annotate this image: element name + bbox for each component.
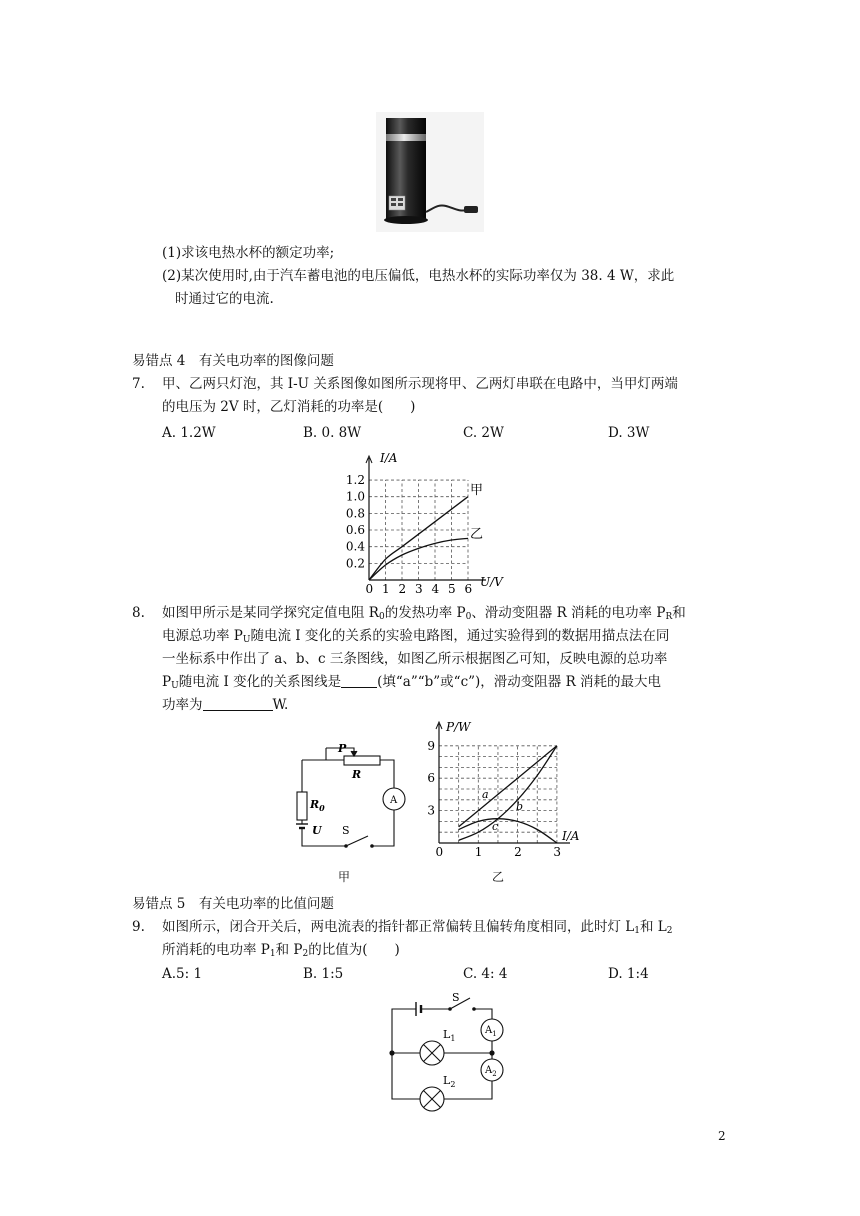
q9-option-b: B. 1:5	[303, 966, 344, 982]
ammeter-a1-label: $A_1$	[485, 1025, 497, 1038]
q6-sub1: (1)求该电热水杯的额定功率;	[162, 245, 335, 261]
q8-pi-chart	[420, 718, 590, 864]
voltage-label: U	[312, 824, 322, 837]
y-tick-label: 0.8	[345, 506, 365, 521]
series-line-c	[459, 819, 557, 843]
x-axis-label: I/A	[562, 829, 580, 843]
x-tick-label: 6	[464, 582, 473, 596]
y-tick-label: 0.2	[345, 556, 365, 571]
series-label-yi: 乙	[470, 527, 484, 542]
fig-yi-caption: 乙	[492, 870, 505, 884]
answer-blank-2[interactable]	[203, 696, 273, 711]
series-label-b: b	[516, 800, 524, 813]
x-axis-label: U/V	[480, 575, 503, 589]
q7-option-b: B. 0. 8W	[303, 425, 362, 441]
q8-line3: 一坐标系中作出了 a、b、c 三条图线，如图乙所示根据图乙可知，反映电源的总功率	[162, 651, 668, 667]
lamp-l1-label: $L_1$	[443, 1028, 456, 1043]
q6-sub2-line2: 时通过它的电流.	[175, 291, 274, 307]
q7-option-a: A. 1.2W	[162, 425, 216, 441]
fig-jia-caption: 甲	[338, 870, 351, 884]
rheostat	[344, 756, 380, 765]
x-tick-label: 1	[474, 845, 483, 859]
q9-option-a: A.5: 1	[162, 966, 203, 982]
q6-sub2-line1: (2)某次使用时,由于汽车蓄电池的电压偏低，电热水杯的实际功率仅为 38. 4 W，求此	[162, 268, 675, 284]
q9-circuit	[380, 993, 510, 1105]
series-line-b	[459, 746, 557, 841]
switch-label: S	[452, 991, 460, 1004]
x-tick-label: 0	[365, 582, 374, 596]
q8-line2: 电源总功率 $P_U$随电流 I 变化的关系的实验电路图，通过实验得到的数据用描点法在同	[162, 628, 670, 645]
ammeter-label: A	[390, 795, 398, 806]
q8-number: 8.	[132, 605, 145, 621]
series-label-jia: 甲	[470, 483, 484, 498]
x-tick-label: 4	[431, 582, 440, 596]
x-tick-label: 0	[435, 845, 444, 859]
q8-line4: $P_U$随电流 I 变化的关系图线是 (填“a”“b”或“c”)，滑动变阻器 R 消耗的最大电	[162, 674, 662, 691]
chart-grid	[369, 480, 468, 580]
q7-option-c: C. 2W	[463, 425, 504, 441]
rheostat-label: R	[352, 768, 362, 781]
x-tick-label: 5	[448, 582, 456, 596]
junction-left	[389, 1050, 394, 1055]
y-tick-label: 3	[427, 803, 435, 818]
y-axis-label: I/A	[380, 451, 398, 465]
q8-line5: 功率为 W.	[162, 697, 289, 713]
q8-line1: 如图甲所示是某同学探究定值电阻 $R_0$的发热功率 $P_0$、滑动变阻器 R 消耗的电功率 $P_R$和	[162, 605, 686, 622]
y-tick-label: 9	[427, 738, 435, 753]
q7-option-d: D. 3W	[608, 425, 650, 441]
x-tick-label: 2	[514, 845, 522, 859]
water-cup-photo	[376, 112, 484, 232]
ammeter-a2-label: $A_2$	[485, 1065, 497, 1078]
wire-right-top	[380, 760, 394, 788]
q7-iu-chart	[340, 450, 510, 596]
junction-right	[489, 1050, 494, 1055]
q8-circuit-jia	[288, 742, 413, 852]
y-tick-label: 1.0	[345, 489, 365, 504]
x-tick-label: 3	[415, 582, 423, 596]
q7-line1: 甲、乙两只灯泡，其 I-U 关系图像如图所示现将甲、乙两灯串联在电路中，当甲灯两端	[162, 376, 678, 392]
answer-blank-1[interactable]	[341, 673, 377, 688]
q9-number: 9.	[132, 919, 145, 935]
y-axis-label: P/W	[446, 720, 471, 734]
page-number: 2	[718, 1129, 726, 1143]
q9-option-c: C. 4: 4	[463, 966, 508, 982]
q9-option-d: D. 1:4	[608, 966, 649, 982]
r0-label: $R_0$	[310, 798, 325, 813]
section-5-title: 易错点 5 有关电功率的比值问题	[132, 896, 334, 912]
x-tick-label: 2	[398, 582, 407, 596]
resistor-r0	[297, 792, 307, 820]
q7-number: 7.	[132, 376, 145, 392]
switch-lever	[346, 836, 368, 846]
q7-line2: 的电压为 2V 时，乙灯消耗的功率是( )	[162, 399, 416, 415]
section-4-title: 易错点 4 有关电功率的图像问题	[132, 353, 334, 369]
series-label-a: a	[482, 788, 489, 801]
slider-label: P	[338, 742, 347, 755]
x-tick-label: 3	[553, 845, 562, 859]
x-tick-label: 1	[382, 582, 390, 596]
series-label-c: c	[492, 820, 499, 833]
q9-line2: 所消耗的电功率 $P_1$和 $P_2$的比值为( )	[162, 942, 400, 959]
y-tick-label: 1.2	[345, 473, 365, 488]
q9-line1: 如图所示，闭合开关后，两电流表的指针都正常偏转且偏转角度相同，此时灯 $L_1$和 $L_2$	[162, 919, 673, 936]
y-tick-label: 0.4	[345, 539, 365, 554]
y-tick-label: 6	[427, 771, 435, 786]
lamp-l2-label: $L_2$	[443, 1074, 456, 1089]
switch-label: S	[342, 824, 350, 837]
y-tick-label: 0.6	[345, 523, 365, 538]
series-line-a	[459, 746, 557, 827]
